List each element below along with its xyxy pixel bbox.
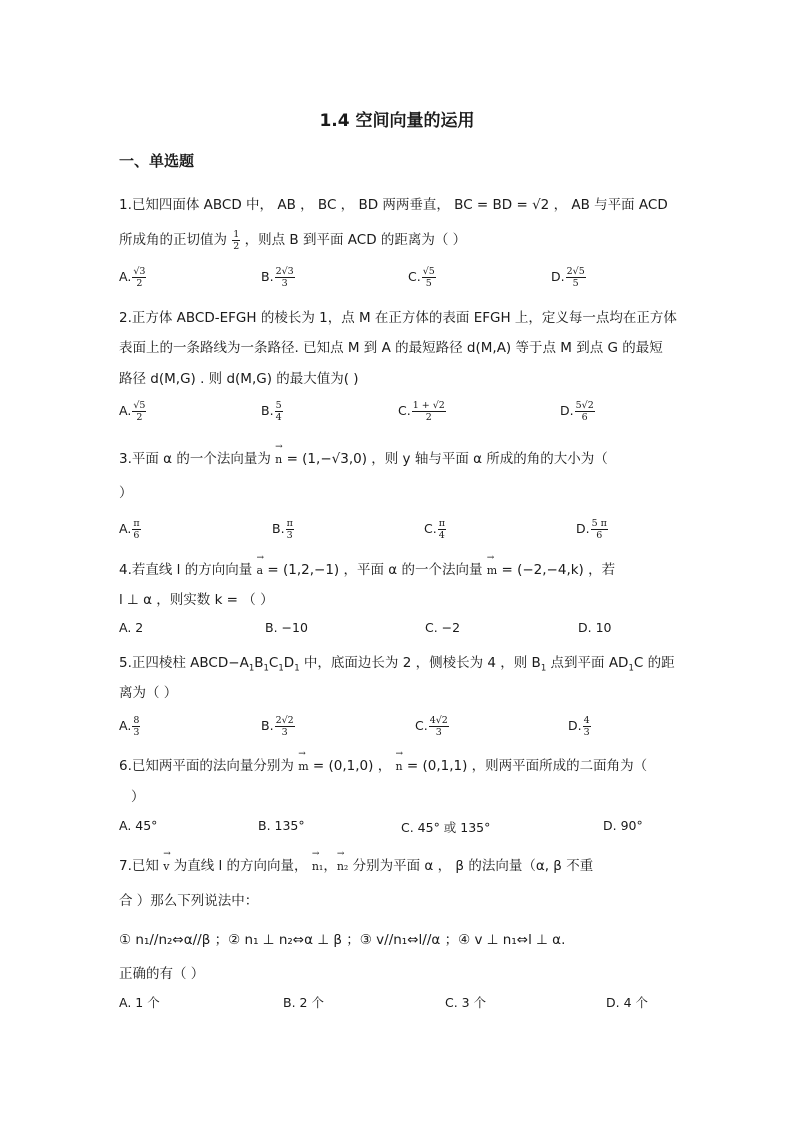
q6-option-d[interactable]: D. 90°	[603, 818, 643, 833]
q7-option-b[interactable]: B. 2 个	[283, 995, 324, 1010]
option-label: B.	[261, 718, 274, 733]
q6-option-a[interactable]: A. 45°	[119, 818, 158, 833]
q6-line1-tail: = (0,1,1) ，则两平面所成的二面角为（	[406, 758, 648, 774]
frac-num: √3	[133, 266, 146, 277]
q1-line1: 1.已知四面体 ABCD 中， AB ， BC ， BD 两两垂直， BC = BD = √2 ， AB 与平面 ACD	[119, 197, 668, 213]
option-label: B.	[272, 521, 285, 536]
q5-line2: 离为（ ）	[119, 685, 178, 701]
option-label: C.	[424, 521, 437, 536]
frac-num: 4√2	[429, 715, 448, 726]
frac-num: 1 + √2	[412, 400, 445, 411]
option-label: C.	[398, 403, 411, 418]
q4-option-d[interactable]: D. 10	[578, 620, 612, 635]
frac-den: 2	[136, 278, 143, 289]
q6-option-c[interactable]: C. 45° 或 135°	[401, 820, 491, 835]
q1-option-d[interactable]	[551, 266, 586, 289]
frac-num: 5 π	[591, 518, 607, 529]
q4-option-c[interactable]: C. −2	[425, 620, 461, 635]
frac-num: π	[133, 518, 140, 529]
q7-option-a[interactable]: A. 1 个	[119, 995, 160, 1010]
option-label: A.	[119, 403, 132, 418]
frac-den: 2	[136, 412, 143, 423]
frac-den: 4	[438, 530, 445, 541]
q2-line2: 表面上的一条路线为一条路径. 已知点 M 到 A 的最短路径 d(M,A) 等于点 M 到点 G 的最短	[119, 340, 663, 356]
option-fraction	[591, 518, 608, 541]
vector-v: → v	[163, 860, 169, 873]
option-fraction	[275, 266, 295, 289]
frac-den: 3	[281, 278, 288, 289]
frac-num: π	[438, 518, 445, 529]
frac-den: 3	[286, 530, 293, 541]
q7-line1-mid: 为直线 l 的方向向量，	[173, 858, 308, 874]
option-fraction	[132, 266, 146, 289]
frac-den: 3	[133, 727, 140, 738]
q1-option-a[interactable]	[119, 266, 146, 289]
option-label: B.	[261, 269, 274, 284]
option-fraction	[438, 518, 446, 541]
vector-n: → n	[396, 760, 403, 773]
frac-den: 6	[581, 412, 588, 423]
q7-line1-text: 7.已知	[119, 858, 159, 874]
q4-line1-tail: = (−2,−4,k) ，若	[501, 562, 616, 578]
option-fraction	[132, 400, 146, 423]
option-fraction	[275, 715, 295, 738]
vector-m: → m	[487, 564, 497, 577]
q1-option-b[interactable]	[261, 266, 295, 289]
frac-num: 1	[233, 228, 240, 240]
q7-option-c[interactable]: C. 3 个	[445, 995, 487, 1010]
q5-option-c[interactable]	[415, 715, 449, 738]
q6-option-b[interactable]: B. 135°	[258, 818, 305, 833]
q2-option-c[interactable]	[398, 400, 446, 423]
q4-line2: l ⊥ α ，则实数 k = （ ）	[119, 592, 274, 608]
q3-option-d[interactable]	[576, 518, 608, 541]
q7-line4: 正确的有（ ）	[119, 966, 205, 982]
q2-line1: 2.正方体 ABCD-EFGH 的棱长为 1，点 M 在正方体的表面 EFGH 上，定义每一点均在正方体	[119, 310, 677, 326]
option-fraction	[286, 518, 294, 541]
option-fraction	[422, 266, 436, 289]
option-label: D.	[551, 269, 565, 284]
q6-line2: ）	[131, 789, 145, 805]
option-label: D.	[576, 521, 590, 536]
vector-n2: → n₂	[337, 860, 349, 873]
frac-num: √5	[133, 400, 146, 411]
vector-n1: → n₁	[312, 860, 324, 873]
q5-line1-text: 5.正四棱柱 ABCD−A	[119, 655, 249, 671]
frac-num: 2√2	[275, 715, 294, 726]
frac-num: 2√3	[275, 266, 294, 277]
option-fraction	[583, 715, 591, 738]
q1-line2-tail: ，则点 B 到平面 ACD 的距离为（ ）	[244, 232, 467, 248]
q5-line1-mid2: 点到平面 AD	[550, 655, 629, 671]
q5-option-d[interactable]	[568, 715, 591, 738]
q7-line1	[119, 854, 593, 874]
option-fraction	[566, 266, 586, 289]
frac-den: 3	[281, 727, 288, 738]
option-label: A.	[119, 718, 132, 733]
q5-line1: 5.正四棱柱 $ABCD-A_1B_1C_1D_1$ 中，底面边长为 2 ，侧棱长为 4 ，则 $B_1$ 点到平面 $AD_1C$ 的距	[119, 655, 675, 674]
option-label: D.	[568, 718, 582, 733]
option-fraction	[132, 715, 140, 738]
q4-option-b[interactable]: B. −10	[265, 620, 308, 635]
q5-line1-mid: 中，底面边长为 2 ，侧棱长为 4 ，则 B	[303, 655, 541, 671]
q1-line2	[119, 228, 466, 252]
option-fraction	[132, 518, 140, 541]
q6-line1-mid: = (0,1,0) ，	[312, 758, 392, 774]
frac-den: 3	[435, 727, 442, 738]
q1-fraction	[232, 229, 240, 252]
q3-option-c[interactable]	[424, 518, 446, 541]
q7-comma: ，	[323, 858, 337, 874]
frac-num: √5	[422, 266, 435, 277]
frac-den: 5	[572, 278, 579, 289]
q3-line1-tail: = (1,−√3,0) ，则 y 轴与平面 α 所成的角的大小为（	[286, 451, 608, 467]
vector-a: → a	[257, 564, 264, 577]
q5-option-a[interactable]	[119, 715, 140, 738]
frac-den: 6	[133, 530, 140, 541]
q7-line3: ① n₁//n₂⇔α//β ；② n₁ ⊥ n₂⇔α ⊥ β ；③ v//n₁⇔l//α ；④ v ⊥ n₁⇔l ⊥ α.	[119, 932, 566, 948]
frac-num: 4	[583, 715, 590, 726]
option-label: C.	[408, 269, 421, 284]
q2-option-d[interactable]	[560, 400, 595, 423]
page-title: 1.4 空间向量的运用	[319, 111, 475, 131]
option-fraction	[275, 400, 283, 423]
q2-option-a[interactable]	[119, 400, 146, 423]
option-fraction	[429, 715, 449, 738]
q5-line1-tail: C 的距	[633, 655, 675, 671]
q3-option-b[interactable]	[272, 518, 294, 541]
q7-option-d[interactable]: D. 4 个	[606, 995, 648, 1010]
q3-line1	[119, 447, 608, 467]
frac-num: 5	[275, 400, 282, 411]
option-label: A.	[119, 521, 132, 536]
option-fraction	[412, 400, 446, 423]
q6-line1	[119, 754, 647, 774]
q4-line1-text: 4.若直线 l 的方向向量	[119, 562, 253, 578]
frac-den: 2	[425, 412, 432, 423]
q6-line1-text: 6.已知两平面的法向量分别为	[119, 758, 294, 774]
q1-line2-text: 所成角的正切值为	[119, 232, 227, 248]
section-heading: 一、单选题	[119, 152, 195, 170]
q7-line1-tail: 分别为平面 α ， β 的法向量（α, β 不重	[352, 858, 594, 874]
q4-line1	[119, 558, 615, 578]
frac-num: 8	[133, 715, 140, 726]
q3-option-a[interactable]	[119, 518, 141, 541]
option-fraction	[575, 400, 595, 423]
option-label: D.	[560, 403, 574, 418]
q2-line3: 路径 d(M,G) . 则 d(M,G) 的最大值为( )	[119, 371, 359, 387]
q7-line2: 合 ）那么下列说法中：	[119, 893, 259, 909]
frac-den: 4	[275, 412, 282, 423]
q4-line1-mid: = (1,2,−1) ，平面 α 的一个法向量	[267, 562, 483, 578]
q4-option-a[interactable]: A. 2	[119, 620, 144, 635]
frac-num: 5√2	[575, 400, 594, 411]
vector-m: → m	[298, 760, 308, 773]
frac-den: 3	[583, 727, 590, 738]
q3-line1-text: 3.平面 α 的一个法向量为	[119, 451, 271, 467]
frac-den: 2	[233, 240, 240, 252]
frac-den: 5	[425, 278, 432, 289]
q5-option-b[interactable]	[261, 715, 295, 738]
q1-option-c[interactable]	[408, 266, 436, 289]
frac-num: 2√5	[566, 266, 585, 277]
option-label: A.	[119, 269, 132, 284]
frac-den: 6	[596, 530, 603, 541]
option-label: B.	[261, 403, 274, 418]
q3-line2: ）	[119, 485, 133, 501]
q2-option-b[interactable]	[261, 400, 283, 423]
option-label: C.	[415, 718, 428, 733]
vector-n: → n	[275, 453, 282, 466]
frac-num: π	[286, 518, 293, 529]
